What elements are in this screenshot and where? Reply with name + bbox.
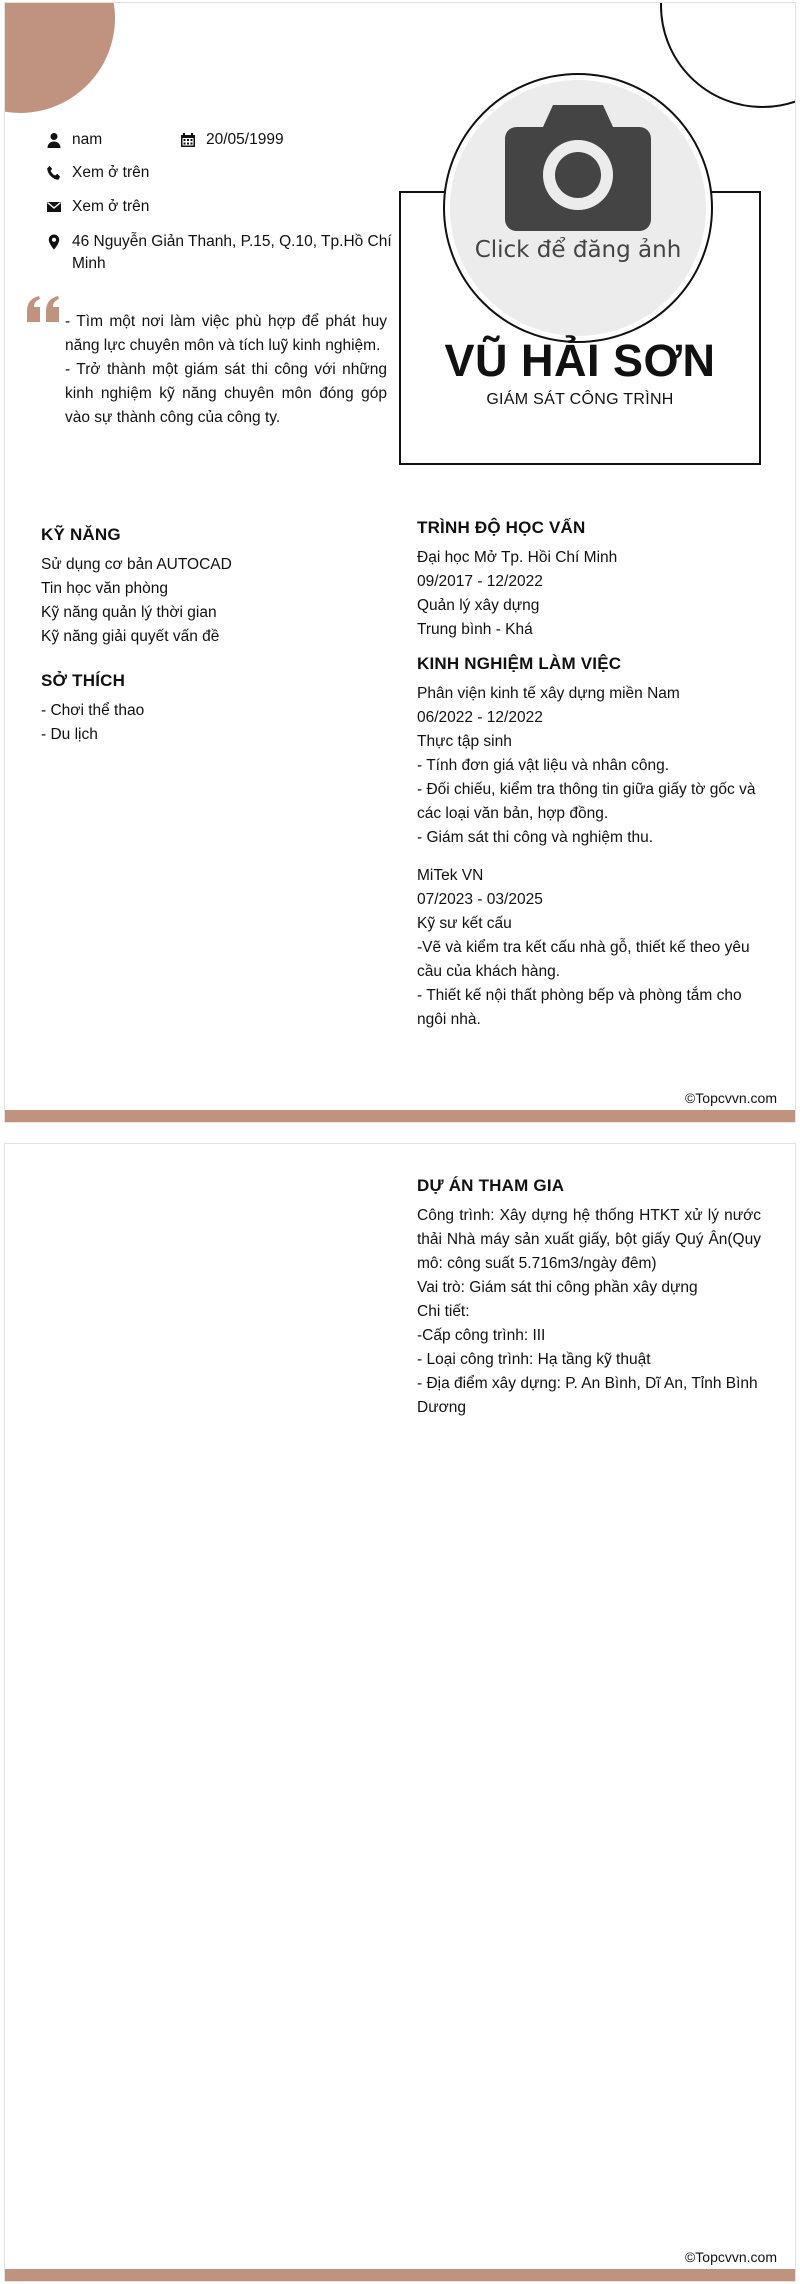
projects-title: DỰ ÁN THAM GIA — [417, 1176, 565, 1195]
job-detail: - Giám sát thi công và nghiệm thu. — [417, 829, 654, 846]
project-role: Vai trò: Giám sát thi công phần xây dựng — [417, 1279, 698, 1296]
phone-text: Xem ở trên — [72, 164, 150, 181]
left-column — [41, 523, 391, 747]
address-text: 46 Nguyễn Giản Thanh, P.15, Q.10, Tp.Hồ Chí Minh — [72, 233, 392, 272]
email-text: Xem ở trên — [72, 198, 150, 215]
hobby-item: - Du lịch — [41, 726, 98, 743]
education-school: Đại học Mở Tp. Hồi Chí Minh — [417, 549, 618, 566]
project-detail: -Cấp công trình: III — [417, 1327, 546, 1344]
job-period: 06/2022 - 12/2022 — [417, 709, 543, 726]
job-company: MiTek VN — [417, 867, 484, 884]
skills-title: KỸ NĂNG — [41, 525, 121, 544]
footer-bar — [5, 2269, 795, 2281]
copyright-text: ©Topcvvn.com — [684, 1090, 777, 1106]
skill-item: Kỹ năng giải quyết vấn đề — [41, 628, 220, 645]
education-major: Quản lý xây dựng — [417, 597, 540, 614]
objective-line: - Trở thành một giám sát thi công với những kinh nghiệm kỹ năng chuyên môn đóng góp vào sự thành công của công ty. — [65, 361, 387, 426]
project-detail: - Địa điểm xây dựng: P. An Bình, Dĩ An, Tỉnh Bình Dương — [417, 1375, 758, 1416]
project-detail: - Loại công trình: Hạ tầng kỹ thuật — [417, 1351, 651, 1368]
project-details-label: Chi tiết: — [417, 1303, 470, 1320]
skill-item: Sử dụng cơ bản AUTOCAD — [41, 556, 232, 573]
job-detail: - Tính đơn giá vật liệu và nhân công. — [417, 757, 670, 774]
job-title: GIÁM SÁT CÔNG TRÌNH — [486, 391, 674, 408]
project-description: Công trình: Xây dựng hệ thống HTKT xử lý nước thải Nhà máy sản xuất giấy, bột giấy Quý Ân(Quy mô: công suất 5.716m3/ngày đêm) — [417, 1207, 761, 1272]
person-icon — [43, 129, 65, 151]
gender-text: nam — [72, 131, 103, 148]
gender-row — [43, 129, 102, 151]
right-column — [417, 516, 761, 1032]
address-row — [43, 231, 395, 275]
copyright-text: ©Topcvvn.com — [684, 2249, 777, 2265]
job-role: Kỹ sư kết cấu — [417, 915, 512, 932]
hobbies-title: SỞ THÍCH — [41, 671, 126, 690]
calendar-icon — [177, 129, 199, 151]
mail-icon — [43, 196, 65, 218]
skill-item: Tin học văn phòng — [41, 580, 168, 597]
decorative-corner-circle — [4, 2, 115, 113]
cv-page-1 — [4, 2, 796, 1123]
phone-icon — [43, 162, 65, 184]
job-detail: -Vẽ và kiểm tra kết cấu nhà gỗ, thiết kế theo yêu cầu của khách hàng. — [417, 939, 750, 980]
phone-row — [43, 162, 149, 184]
birthday-text: 20/05/1999 — [206, 131, 284, 148]
education-period: 09/2017 - 12/2022 — [417, 573, 543, 590]
projects-section — [417, 1174, 761, 1420]
education-title: TRÌNH ĐỘ HỌC VẤN — [417, 518, 586, 537]
photo-upload-label[interactable]: Click để đăng ảnh — [474, 237, 682, 263]
education-grade: Trung bình - Khá — [417, 621, 533, 638]
job-company: Phân viện kinh tế xây dựng miền Nam — [417, 685, 680, 702]
camera-icon[interactable] — [503, 99, 653, 235]
career-objective — [65, 310, 387, 430]
job-role: Thực tập sinh — [417, 733, 512, 750]
location-icon — [43, 231, 65, 253]
decorative-outline-circle — [660, 2, 796, 108]
experience-title: KINH NGHIỆM LÀM VIỆC — [417, 654, 622, 673]
birthday-row — [177, 129, 284, 151]
quote-icon — [25, 295, 63, 325]
footer-bar — [5, 1110, 795, 1122]
hobby-item: - Chơi thể thao — [41, 702, 145, 719]
skill-item: Kỹ năng quản lý thời gian — [41, 604, 217, 621]
job-period: 07/2023 - 03/2025 — [417, 891, 543, 908]
candidate-name: VŨ HẢI SƠN — [444, 335, 716, 386]
email-row — [43, 196, 149, 218]
job-detail: - Thiết kế nội thất phòng bếp và phòng tắm cho ngôi nhà. — [417, 987, 742, 1028]
cv-page-2 — [4, 1143, 796, 2282]
job-detail: - Đối chiếu, kiểm tra thông tin giữa giấy tờ gốc và các loại văn bản, hợp đồng. — [417, 781, 756, 822]
objective-line: - Tìm một nơi làm việc phù hợp để phát huy năng lực chuyên môn và tích luỹ kinh nghiệm. — [65, 313, 387, 354]
